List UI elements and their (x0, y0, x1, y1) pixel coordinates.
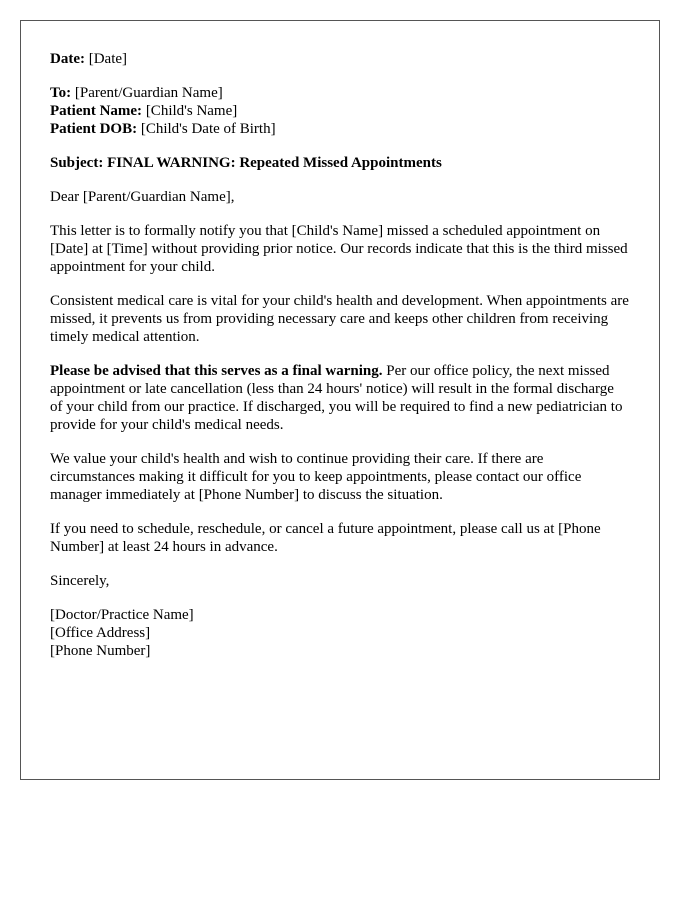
signature-block (50, 606, 630, 660)
patient-dob-label: Patient DOB: (50, 121, 138, 137)
patient-name-value: [Child's Name] (145, 103, 238, 119)
paragraph-contact: We value your child's health and wish to continue providing their care. If there are circumstances making it difficult for you to keep appointments, please contact our office manager immediately at [Phone Number] to discuss the situation. (50, 451, 582, 503)
subject-line (50, 154, 630, 172)
to-label: To: (50, 85, 72, 101)
patient-name-line (50, 102, 630, 120)
patient-dob-line (50, 120, 630, 138)
date-label: Date: (50, 51, 85, 67)
date-line (50, 50, 630, 68)
signature-phone-number: [Phone Number] (50, 643, 151, 659)
patient-dob-value: [Child's Date of Birth] (140, 121, 276, 137)
paragraph-final-warning (50, 362, 630, 434)
final-warning-text: Per our office policy, the next missed appointment or late cancellation (less than 24 hours' notice) will result in the formal discharge of your child from our practice. If discharged, you will be required to find a new pediatrician to provide for your child's medical needs. (50, 363, 623, 433)
paragraph-importance: Consistent medical care is vital for your child's health and development. When appointments are missed, it prevents us from providing necessary care and keeps other children from receiving timely medical attention. (50, 293, 629, 345)
to-line (50, 84, 630, 102)
closing: Sincerely, (50, 573, 110, 589)
recipient-block (50, 84, 630, 138)
subject-text: Subject: FINAL WARNING: Repeated Missed Appointments (50, 155, 442, 171)
final-warning-emphasis: Please be advised that this serves as a final warning. (50, 363, 383, 379)
date-value: [Date] (88, 51, 128, 67)
salutation: Dear [Parent/Guardian Name], (50, 189, 235, 205)
letter-page (20, 20, 660, 780)
patient-name-label: Patient Name: (50, 103, 143, 119)
to-value: [Parent/Guardian Name] (74, 85, 223, 101)
signature-office-address: [Office Address] (50, 625, 151, 641)
signature-practice-name: [Doctor/Practice Name] (50, 607, 194, 623)
letter-content (50, 50, 630, 676)
paragraph-scheduling: If you need to schedule, reschedule, or cancel a future appointment, please call us at [Phone Number] at least 24 hours in advance. (50, 521, 601, 555)
paragraph-notification: This letter is to formally notify you that [Child's Name] missed a scheduled appointment on [Date] at [Time] without providing prior notice. Our records indicate that this is the third missed appointment for your child. (50, 223, 628, 275)
